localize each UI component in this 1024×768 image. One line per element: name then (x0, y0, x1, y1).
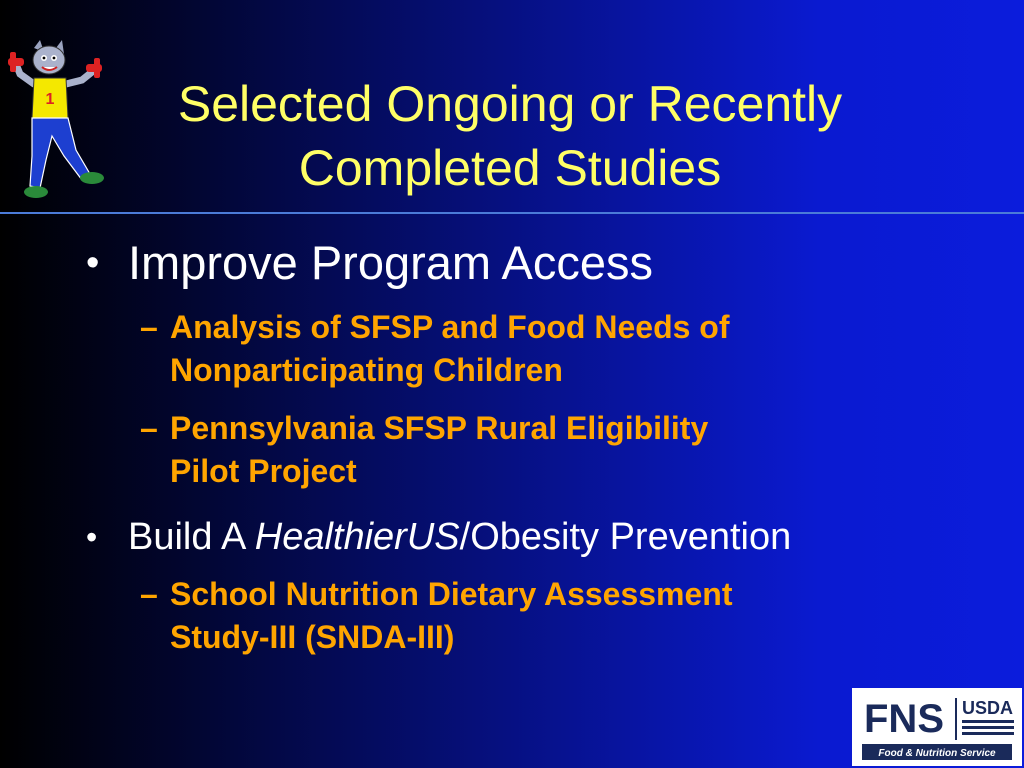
bullet-healthierus-obesity (86, 513, 986, 561)
title-divider (0, 212, 1024, 214)
bullet-text-italic: HealthierUS (254, 516, 460, 558)
subitem-line-1: Pennsylvania SFSP Rural Eligibility (170, 410, 709, 446)
slide-title (120, 72, 900, 200)
subitem-marker: – (140, 576, 158, 612)
subitem-sfsp-analysis (140, 306, 986, 392)
subitem-line-2: Pilot Project (170, 453, 357, 489)
subitem-line-1: Analysis of SFSP and Food Needs of (170, 309, 730, 345)
subitem-line-2: Study-III (SNDA-III) (170, 619, 455, 655)
logo-graphic (852, 688, 1022, 766)
subitem-pennsylvania-pilot (140, 407, 986, 493)
subitem-marker: – (140, 309, 158, 345)
bullet-text: Improve Program Access (128, 236, 654, 289)
subitem-snda-iii (140, 573, 986, 659)
subitem-marker: – (140, 410, 158, 446)
title-line-1: Selected Ongoing or Recently (177, 76, 843, 132)
bullet-marker: • (86, 519, 98, 555)
logo-usda-text: USDA (962, 698, 1014, 718)
mascot-icon (6, 40, 112, 204)
title-line-2: Completed Studies (298, 140, 722, 196)
slide-content (86, 232, 986, 659)
logo-subtitle-text: Food & Nutrition Service (878, 748, 996, 759)
bullet-improve-program-access (86, 232, 986, 294)
logo-fns-text: FNS (864, 697, 944, 741)
svg-text:1: 1 (45, 91, 55, 108)
subitem-line-1: School Nutrition Dietary Assessment (170, 576, 733, 612)
bullet-text-after: /Obesity Prevention (459, 516, 792, 558)
bullet-marker: • (86, 242, 100, 284)
subitem-line-2: Nonparticipating Children (170, 352, 563, 388)
bullet-text-before: Build A (128, 516, 255, 558)
fns-usda-logo (852, 688, 1022, 766)
